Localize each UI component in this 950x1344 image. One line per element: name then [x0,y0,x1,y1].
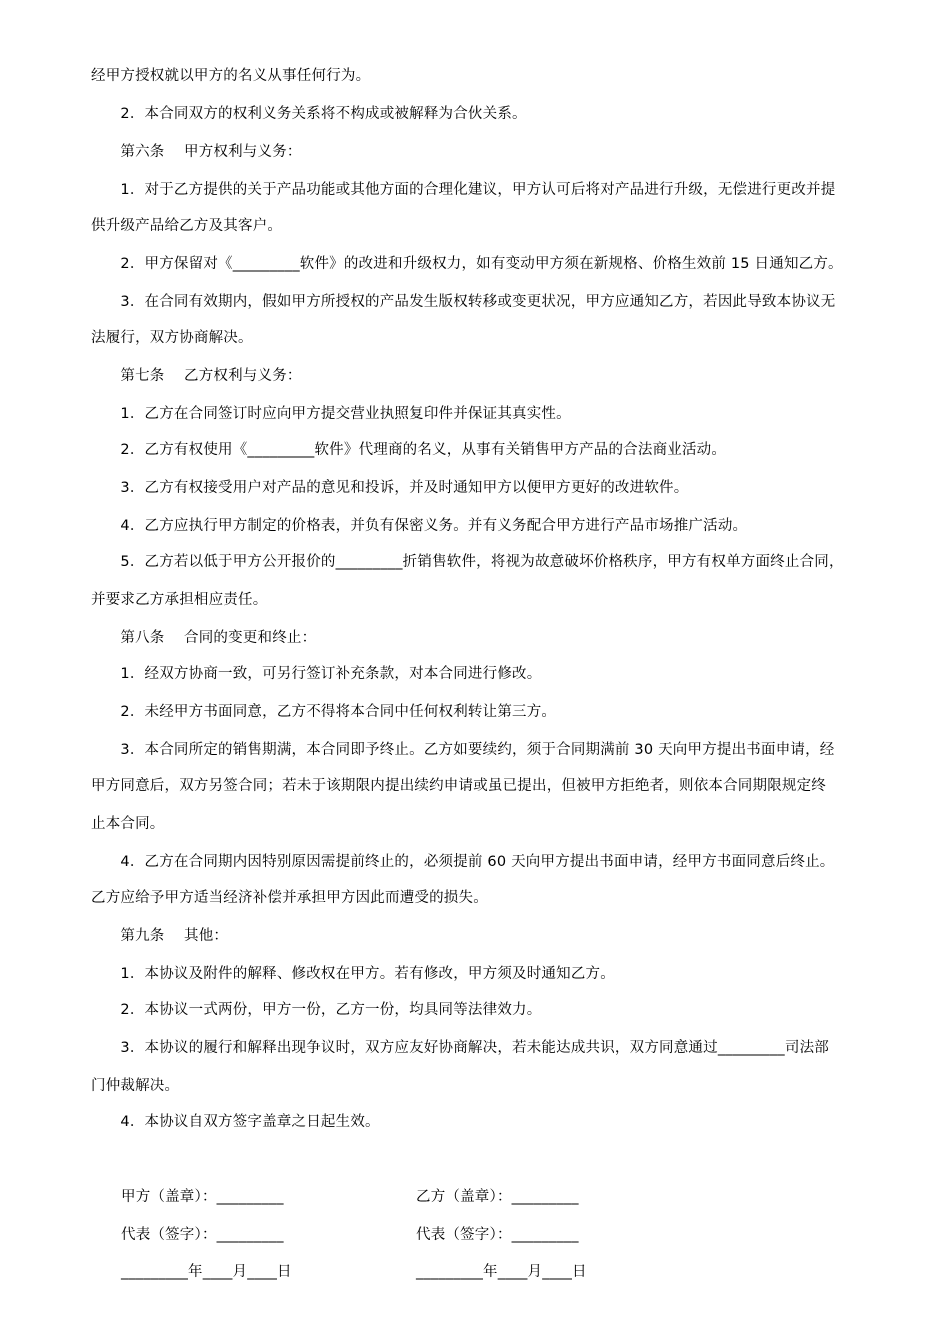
body-line: 1．乙方在合同签订时应向甲方提交营业执照复印件并保证其真实性。 [91,406,571,422]
body-line: 并要求乙方承担相应责任。 [91,592,268,608]
body-line: 2．甲方保留对《_________软件》的改进和升级权力，如有变动甲方须在新规格、价格生效前 15 日通知乙方。 [91,256,843,272]
body-line: 法履行，双方协商解决。 [91,330,253,346]
body-line: 经甲方授权就以甲方的名义从事任何行为。 [91,68,371,84]
party-b-representative-field: 代表（签字）：_________ [416,1227,579,1243]
section-heading: 第九条 其他： [91,928,229,944]
body-line: 1．本协议及附件的解释、修改权在甲方。若有修改，甲方须及时通知乙方。 [91,966,615,982]
body-line: 止本合同。 [91,816,165,832]
party-a-seal-field: 甲方（盖章）：_________ [121,1189,284,1205]
body-line: 1．对于乙方提供的关于产品功能或其他方面的合理化建议，甲方认可后将对产品进行升级，无偿进行更改并提 [91,182,836,198]
body-line: 供升级产品给乙方及其客户。 [91,218,283,234]
body-line: 4．乙方在合同期内因特别原因需提前终止的，必须提前 60 天向甲方提出书面申请，经甲方书面同意后终止。 [91,854,835,870]
section-heading: 第七条 乙方权利与义务： [91,368,302,384]
body-line: 2．本合同双方的权利义务关系将不构成或被解释为合伙关系。 [91,106,527,122]
body-line: 2．未经甲方书面同意，乙方不得将本合同中任何权利转让第三方。 [91,704,557,720]
body-line: 甲方同意后，双方另签合同；若未于该期限内提出续约申请或虽已提出，但被甲方拒绝者，则依本合同期限规定终 [91,778,826,794]
body-line: 3．本合同所定的销售期满，本合同即予终止。乙方如要续约，须于合同期满前 30 天向甲方提出书面申请，经 [91,742,835,758]
party-b-date-field: _________年____月____日 [416,1264,587,1280]
party-a-representative-field: 代表（签字）：_________ [121,1227,284,1243]
party-a-date-field: _________年____月____日 [121,1264,292,1280]
section-heading: 第六条 甲方权利与义务： [91,144,302,160]
body-line: 2．乙方有权使用《_________软件》代理商的名义，从事有关销售甲方产品的合法商业活动。 [91,442,727,458]
body-line: 门仲裁解决。 [91,1078,180,1094]
body-line: 5．乙方若以低于甲方公开报价的_________折销售软件，将视为故意破坏价格秩序，甲方有权单方面终止合同， [91,554,844,570]
body-line: 3．本协议的履行和解释出现争议时，双方应友好协商解决，若未能达成共识，双方同意通过_________司法部 [91,1040,829,1056]
body-line: 4．乙方应执行甲方制定的价格表，并负有保密义务。并有义务配合甲方进行产品市场推广活动。 [91,518,748,534]
body-line: 乙方应给予甲方适当经济补偿并承担甲方因此而遭受的损失。 [91,890,488,906]
body-line: 1．经双方协商一致，可另行签订补充条款，对本合同进行修改。 [91,666,542,682]
body-line: 4．本协议自双方签字盖章之日起生效。 [91,1114,380,1130]
body-line: 2．本协议一式两份，甲方一份，乙方一份，均具同等法律效力。 [91,1002,542,1018]
body-line: 3．在合同有效期内，假如甲方所授权的产品发生版权转移或变更状况，甲方应通知乙方，若因此导致本协议无 [91,294,836,310]
body-line: 3．乙方有权接受用户对产品的意见和投诉，并及时通知甲方以便甲方更好的改进软件。 [91,480,689,496]
section-heading: 第八条 合同的变更和终止： [91,630,317,646]
party-b-seal-field: 乙方（盖章）：_________ [416,1189,579,1205]
